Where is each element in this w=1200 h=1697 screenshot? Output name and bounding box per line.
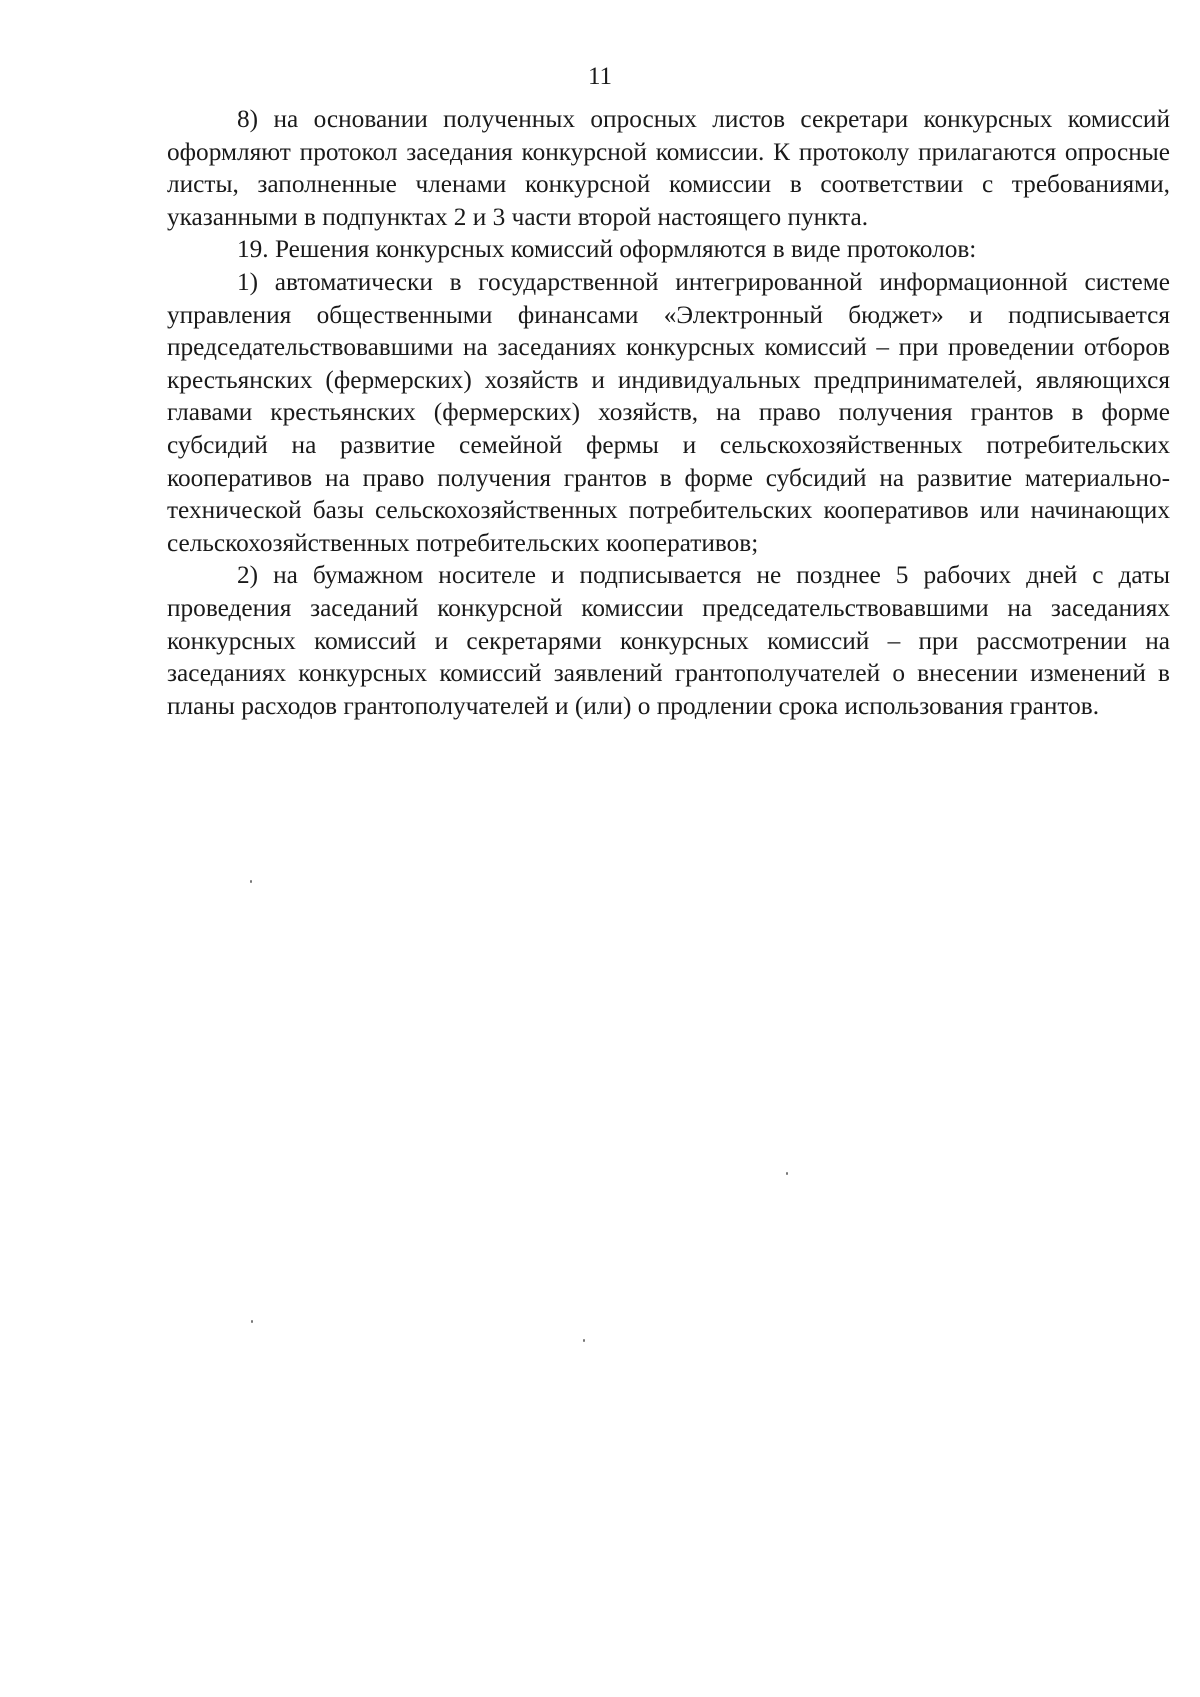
scan-speck (786, 1172, 788, 1175)
scan-speck (251, 1320, 253, 1323)
paragraph-subitem-2: 2) на бумажном носителе и подписывается не позднее 5 рабочих дней с даты проведения заседаний конкурсной комиссии председательствовавшими на заседаниях конкурсных комиссий и секретарями конкурсных комиссий – при рассмотрении на заседаниях конкурсных комиссий заявлений грантополучателей о внесении изменений в планы расходов грантополучателей и (или) о продлении срока использования грантов. (167, 561, 1170, 720)
scan-speck (583, 1339, 585, 1342)
document-body (167, 103, 1170, 722)
paragraph-clause-19: 19. Решения конкурсных комиссий оформляются в виде протоколов: (237, 235, 977, 264)
scan-speck (250, 880, 252, 883)
paragraph-item-8: 8) на основании полученных опросных листов секретари конкурсных комиссий оформляют протокол заседания конкурсной комиссии. К протоколу прилагаются опросные листы, заполненные членами конкурсной комиссии в соответствии с требованиями, указанными в подпунктах 2 и 3 части второй настоящего пункта. (167, 105, 1170, 231)
page-number: 11 (587, 63, 613, 90)
paragraph-subitem-1: 1) автоматически в государственной интегрированной информационной системе управления общественными финансами «Электронный бюджет» и подписывается председательствовавшими на заседаниях конкурсных комиссий – при проведении отборов крестьянских (фермерских) хозяйств и индивидуальных предпринимателей, являющихся главами крестьянских (фермерских) хозяйств, на право получения грантов в форме субсидий на развитие семейной фермы и сельскохозяйственных потребительских кооперативов на право получения грантов в форме субсидий на развитие материально-технической базы сельскохозяйственных потребительских кооперативов или начинающих сельскохозяйственных потребительских кооперативов; (167, 267, 1170, 557)
